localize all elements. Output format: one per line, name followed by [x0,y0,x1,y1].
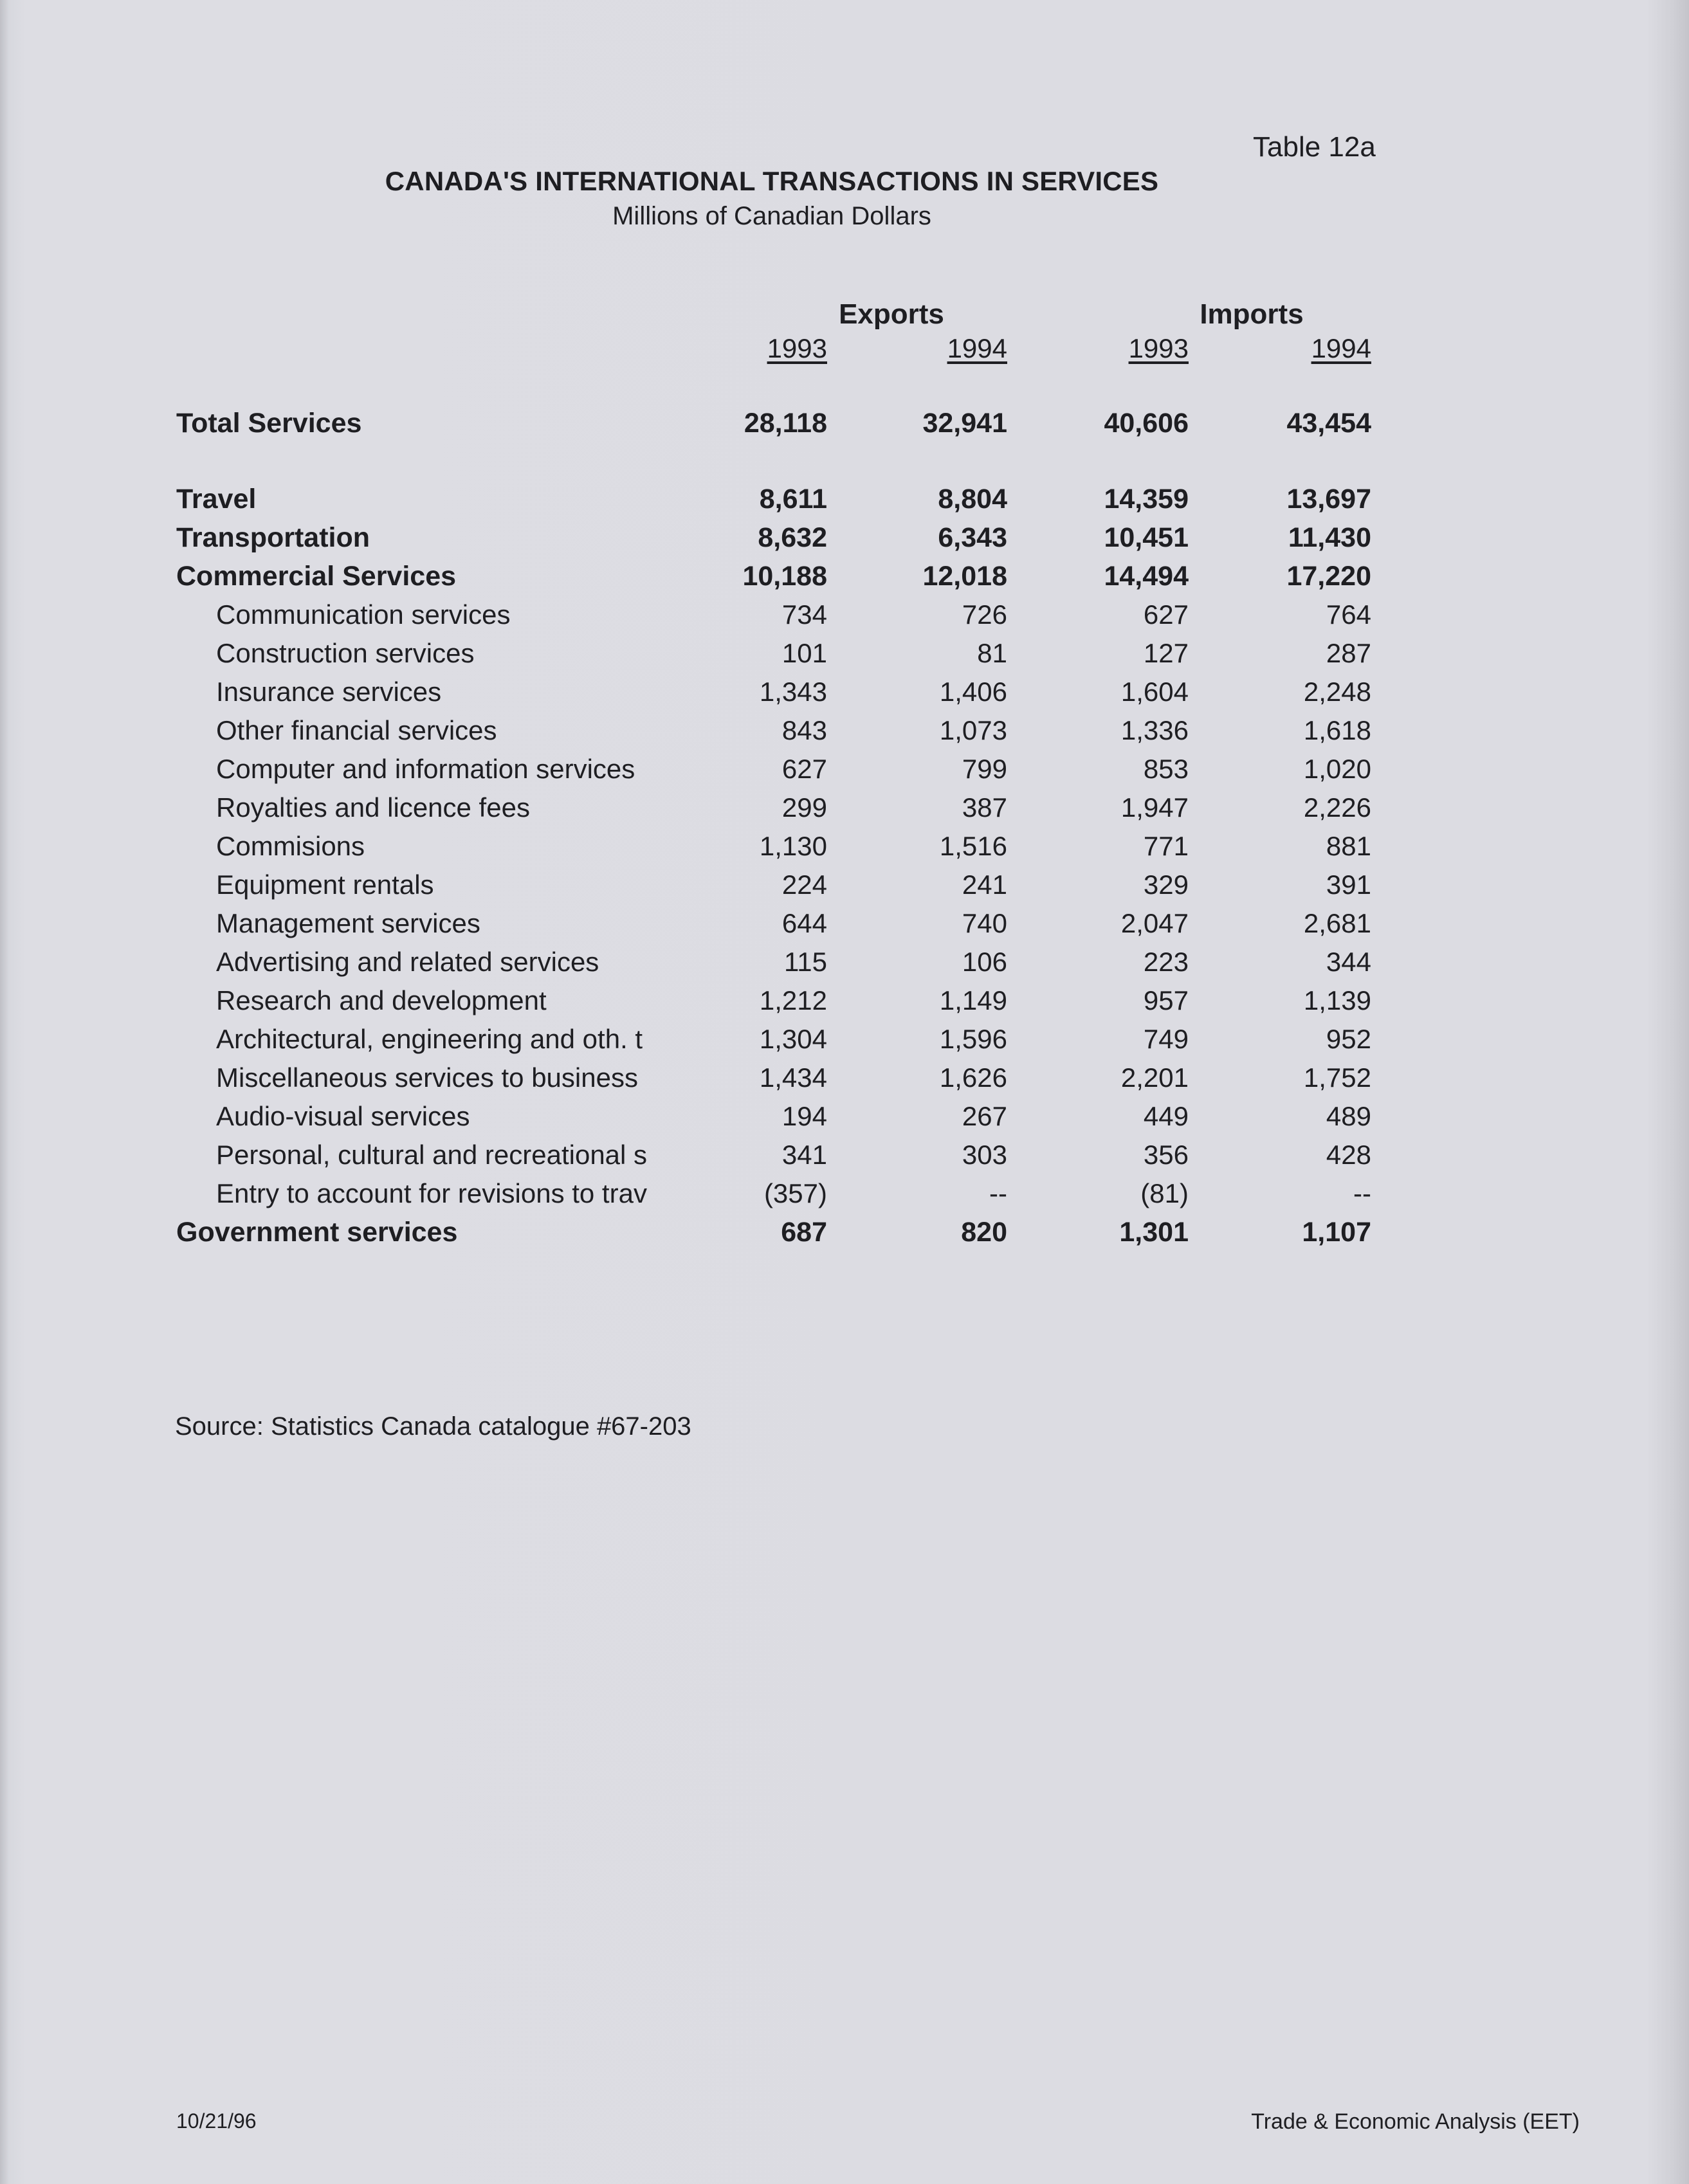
cell-imports-1993: 1,604 [1120,677,1189,707]
cell-imports-1993: 10,451 [1104,522,1189,553]
cell-exports-1993: 1,212 [759,985,827,1015]
row-label: Royalties and licence fees [216,792,530,823]
table-row [0,599,1689,638]
cell-imports-1994: 2,681 [1303,908,1371,938]
table-row [0,638,1689,677]
cell-exports-1993: 28,118 [744,408,827,439]
table-row [0,484,1689,522]
row-label: Personal, cultural and recreational s [216,1140,648,1170]
year-header-imports-1994: 1994 [1311,333,1371,363]
cell-exports-1994: 241 [962,869,1007,900]
cell-imports-1993: 14,494 [1104,561,1189,592]
table-row [0,1140,1689,1178]
cell-exports-1994: 1,406 [939,677,1007,707]
cell-exports-1994: -- [989,1178,1007,1208]
cell-imports-1994: 1,618 [1303,715,1371,745]
row-label: Management services [216,908,480,938]
cell-exports-1993: 8,632 [758,522,827,553]
cell-imports-1994: 881 [1326,831,1371,861]
table-row [0,792,1689,831]
cell-exports-1994: 1,073 [939,715,1007,745]
table-row [0,985,1689,1024]
table-row [0,1024,1689,1062]
cell-exports-1994: 799 [962,754,1007,784]
table-subtitle: Millions of Canadian Dollars [612,202,931,230]
table-title: CANADA'S INTERNATIONAL TRANSACTIONS IN SERVICES [385,166,1159,196]
cell-imports-1993: 40,606 [1104,408,1189,439]
row-label: Transportation [176,522,370,553]
cell-imports-1993: 1,336 [1120,715,1189,745]
cell-exports-1994: 8,804 [938,484,1007,514]
table-row [0,677,1689,715]
cell-imports-1993: 14,359 [1104,484,1189,514]
cell-exports-1994: 81 [977,638,1007,668]
cell-imports-1994: -- [1353,1178,1371,1208]
cell-imports-1993: 329 [1143,869,1189,900]
cell-exports-1994: 1,149 [939,985,1007,1015]
table-row [0,1101,1689,1140]
cell-imports-1994: 1,107 [1302,1217,1371,1248]
row-label: Communication services [216,599,511,630]
cell-exports-1993: 1,130 [759,831,827,861]
table-number: Table 12a [1253,131,1376,163]
row-label: Advertising and related services [216,947,599,977]
cell-imports-1994: 43,454 [1286,408,1371,439]
cell-imports-1994: 1,139 [1303,985,1371,1015]
row-label: Research and development [216,985,547,1015]
table-row [0,715,1689,754]
cell-imports-1993: 2,047 [1120,908,1189,938]
row-label: Computer and information services [216,754,635,784]
cell-imports-1994: 13,697 [1286,484,1371,514]
cell-imports-1993: 2,201 [1120,1062,1189,1093]
cell-imports-1994: 1,752 [1303,1062,1371,1093]
cell-imports-1994: 344 [1326,947,1371,977]
cell-imports-1993: 223 [1143,947,1189,977]
cell-exports-1993: 1,434 [759,1062,827,1093]
row-label: Travel [176,484,257,514]
cell-exports-1994: 12,018 [922,561,1007,592]
year-header-exports-1993: 1993 [767,333,827,363]
table-row [0,947,1689,985]
table-row [0,1062,1689,1101]
table-row [0,522,1689,561]
cell-exports-1994: 726 [962,599,1007,630]
row-label: Audio-visual services [216,1101,470,1131]
cell-imports-1994: 287 [1326,638,1371,668]
cell-exports-1993: 299 [781,792,827,823]
cell-exports-1993: 8,611 [759,484,827,514]
cell-exports-1993: 734 [781,599,827,630]
table-row [0,869,1689,908]
row-label: Architectural, engineering and oth. t [216,1024,643,1054]
table-row [0,831,1689,869]
cell-imports-1993: 957 [1143,985,1189,1015]
cell-imports-1994: 391 [1326,869,1371,900]
row-label: Government services [176,1217,458,1248]
cell-exports-1994: 1,626 [939,1062,1007,1093]
row-label: Commisions [216,831,365,861]
cell-exports-1994: 1,596 [939,1024,1007,1054]
row-label: Entry to account for revisions to trav [216,1178,647,1208]
table-row [0,1217,1689,1255]
year-header-imports-1993: 1993 [1128,333,1189,363]
cell-exports-1994: 820 [961,1217,1007,1248]
cell-imports-1993: 449 [1143,1101,1189,1131]
table-row [0,408,1689,446]
cell-exports-1994: 387 [962,792,1007,823]
cell-exports-1994: 740 [962,908,1007,938]
row-label: Equipment rentals [216,869,434,900]
exports-header: Exports [839,298,944,330]
source-note: Source: Statistics Canada catalogue #67-203 [175,1412,691,1441]
year-header-exports-1994: 1994 [947,333,1007,363]
cell-exports-1993: 644 [781,908,827,938]
cell-exports-1993: 627 [781,754,827,784]
table-row [0,754,1689,792]
cell-exports-1994: 1,516 [939,831,1007,861]
cell-imports-1994: 11,430 [1288,522,1371,553]
row-label: Construction services [216,638,475,668]
cell-imports-1993: 771 [1143,831,1189,861]
cell-imports-1994: 2,248 [1303,677,1371,707]
cell-exports-1993: 224 [781,869,827,900]
footer-date: 10/21/96 [176,2109,257,2133]
cell-imports-1994: 489 [1326,1101,1371,1131]
cell-exports-1994: 32,941 [922,408,1007,439]
cell-imports-1993: (81) [1140,1178,1189,1208]
row-label: Other financial services [216,715,497,745]
cell-imports-1994: 764 [1326,599,1371,630]
cell-exports-1993: (357) [763,1178,827,1208]
row-label: Total Services [176,408,362,439]
cell-imports-1994: 428 [1326,1140,1371,1170]
cell-imports-1993: 1,301 [1119,1217,1189,1248]
cell-imports-1993: 853 [1143,754,1189,784]
cell-exports-1993: 843 [781,715,827,745]
imports-header: Imports [1200,298,1304,330]
cell-exports-1994: 303 [962,1140,1007,1170]
table-row [0,1178,1689,1217]
cell-exports-1993: 115 [784,947,827,977]
cell-exports-1993: 101 [781,638,827,668]
cell-imports-1993: 356 [1143,1140,1189,1170]
cell-exports-1994: 6,343 [938,522,1007,553]
cell-imports-1994: 17,220 [1286,561,1371,592]
cell-exports-1993: 1,343 [759,677,827,707]
cell-imports-1994: 1,020 [1303,754,1371,784]
cell-imports-1994: 952 [1326,1024,1371,1054]
table-row [0,908,1689,947]
row-label: Miscellaneous services to business [216,1062,638,1093]
table-row [0,561,1689,599]
row-label: Insurance services [216,677,442,707]
cell-exports-1993: 194 [781,1101,827,1131]
footer-org: Trade & Economic Analysis (EET) [1251,2109,1580,2134]
cell-exports-1993: 341 [781,1140,827,1170]
cell-exports-1994: 106 [962,947,1007,977]
cell-exports-1993: 10,188 [742,561,827,592]
cell-imports-1993: 127 [1143,638,1189,668]
cell-exports-1993: 687 [781,1217,827,1248]
cell-imports-1994: 2,226 [1303,792,1371,823]
cell-imports-1993: 1,947 [1120,792,1189,823]
cell-imports-1993: 627 [1143,599,1189,630]
row-label: Commercial Services [176,561,457,592]
cell-exports-1994: 267 [962,1101,1007,1131]
cell-imports-1993: 749 [1143,1024,1189,1054]
cell-exports-1993: 1,304 [759,1024,827,1054]
